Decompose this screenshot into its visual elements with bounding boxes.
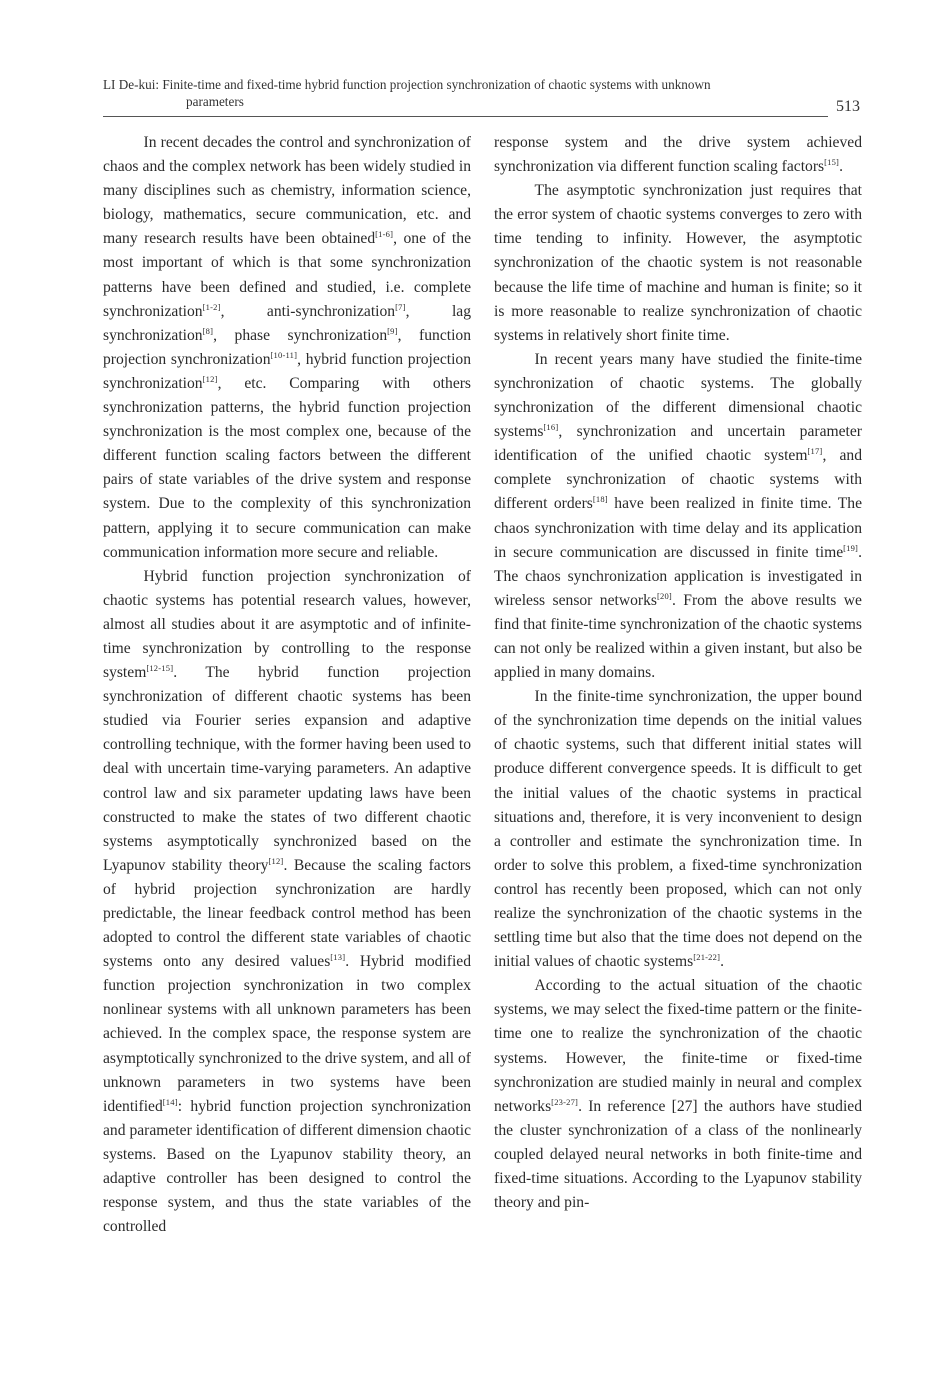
page-number: 513 — [836, 98, 860, 115]
citation-ref: [10-11] — [270, 349, 298, 360]
body-paragraph: The asymptotic synchronization just requires that the error system of chaotic systems converges to zero with time tending to infinity. However, the asymptotic synchronization of the chaotic system is not reasonable because the life time of machine and human is finite; so it is more reasonable to realize synchronization of chaotic systems in relatively short finite time. — [494, 182, 862, 344]
header-title-line1: Finite-time and fixed-time hybrid function projection synchronization of chaotic systems with unknown — [162, 77, 711, 92]
citation-ref: [17] — [807, 446, 823, 457]
citation-ref: [8] — [202, 325, 214, 336]
citation-ref: [15] — [824, 157, 840, 168]
body-paragraph: response system and the drive system achieved synchronization via different function scaling factors[15]. — [494, 134, 862, 176]
citation-ref: [19] — [843, 542, 859, 553]
body-paragraph: In the finite-time synchronization, the upper bound of the synchronization time depends on the initial values of chaotic systems, such that different initial states will produce different convergence speeds. It is difficult to get the initial values of the chaotic systems in practical situations and, therefore, it is very inconvenient to design a controller and estimate the synchronization time. In order to solve this problem, a fixed-time synchronization control has recently been proposed, which can not only realize the synchronization of the chaotic systems in the settling time but also that the time does not depend on the initial values of chaotic systems[21-22]. — [494, 688, 862, 971]
citation-ref: [1-6] — [375, 229, 394, 240]
header-separator: : — [155, 77, 163, 92]
left-column — [103, 131, 471, 1239]
citation-ref: [23-27] — [551, 1096, 579, 1107]
body-paragraph: In recent decades the control and synchronization of chaos and the complex network has been widely studied in many disciplines such as chemistry, information science, biology, mathematics, secure communication, etc. and many research results have been obtained[1-6], one of the most important of which is that some synchronization patterns have been defined and studied, i.e. complete synchronization[1-2], anti-synchronization[7], lag synchronization[8], phase synchronization[9], function projection synchronization[10-11], hybrid function projection synchronization[12], etc. Comparing with others synchronization patterns, the hybrid function projection synchronization is the most complex one, because of the different function scaling factors between the different pairs of state variables of the drive system and response system. Due to the complexity of this synchronization pattern, applying it to secure communication can make communication information more secure and reliable. — [103, 134, 471, 561]
body-paragraph: Hybrid function projection synchronization of chaotic systems has potential research values, however, almost all studies about it are asymptotic and of infinite-time synchronization by controlling to the response system[12-15]. The hybrid function projection synchronization of different chaotic systems has been studied via Fourier series expansion and adaptive controlling technique, with the former having been used to deal with uncertain time-varying parameters. An adaptive control law and six parameter updating laws have been constructed to make the states of two different chaotic systems asymptotically synchronized based on the Lyapunov stability theory[12]. Because the scaling factors of hybrid projection synchronization are hardly predictable, the linear feedback control method has been adopted to control the different state variables of chaotic systems onto any desired values[13]. Hybrid modified function projection synchronization in two complex nonlinear systems with all unknown parameters has been achieved. In the complex space, the response system are asymptotically synchronized to the drive system, and all of unknown parameters in two systems have been identified[14]: hybrid function projection synchronization and parameter identification of different dimension chaotic systems. Based on the Lyapunov stability theory, an adaptive controller has been designed to control the response system, and thus the state variables of the controlled — [103, 567, 472, 1236]
citation-ref: [14] — [162, 1096, 178, 1107]
body-paragraph: According to the actual situation of the chaotic systems, we may select the fixed-time pattern or the finite-time one to realize the synchronization of the chaotic systems. However, the finite-time or fixed-time synchronization are studied mainly in neural and complex networks[23-27]. In reference [27] the authors have studied the cluster synchronization of a class of the nonlinearly coupled delayed neural networks in both finite-time and fixed-time situations. According to the Lyapunov stability theory and pin- — [494, 977, 862, 1212]
citation-ref: [13] — [330, 952, 346, 963]
citation-ref: [1-2] — [202, 301, 221, 312]
citation-ref: [12] — [202, 373, 218, 384]
header-title-line2: parameters — [186, 94, 244, 109]
citation-ref: [12-15] — [146, 663, 174, 674]
citation-ref: [9] — [387, 325, 398, 336]
running-header — [103, 76, 827, 110]
citation-ref: [16] — [543, 422, 559, 433]
citation-ref: [20] — [656, 590, 672, 601]
citation-ref: [21-22] — [693, 952, 721, 963]
right-column — [494, 131, 862, 1215]
citation-ref: [18] — [592, 494, 608, 505]
header-rule — [103, 116, 828, 117]
citation-ref: [12] — [268, 855, 284, 866]
body-paragraph: In recent years many have studied the finite-time synchronization of chaotic systems. The globally synchronization of the different dimensional chaotic systems[16], synchronization and uncertain parameter identification of the unified chaotic system[17], and complete synchronization of chaotic systems with different orders[18] have been realized in finite time. The chaos synchronization with time delay and its application in secure communication are discussed in finite time[19]. The chaos synchronization application is investigated in wireless sensor networks[20]. From the above results we find that finite-time synchronization of the chaotic systems can not only be realized within a given instant, but also be applied in many domains. — [494, 350, 863, 682]
header-author: LI De-kui — [103, 77, 156, 92]
citation-ref: [7] — [395, 301, 406, 312]
